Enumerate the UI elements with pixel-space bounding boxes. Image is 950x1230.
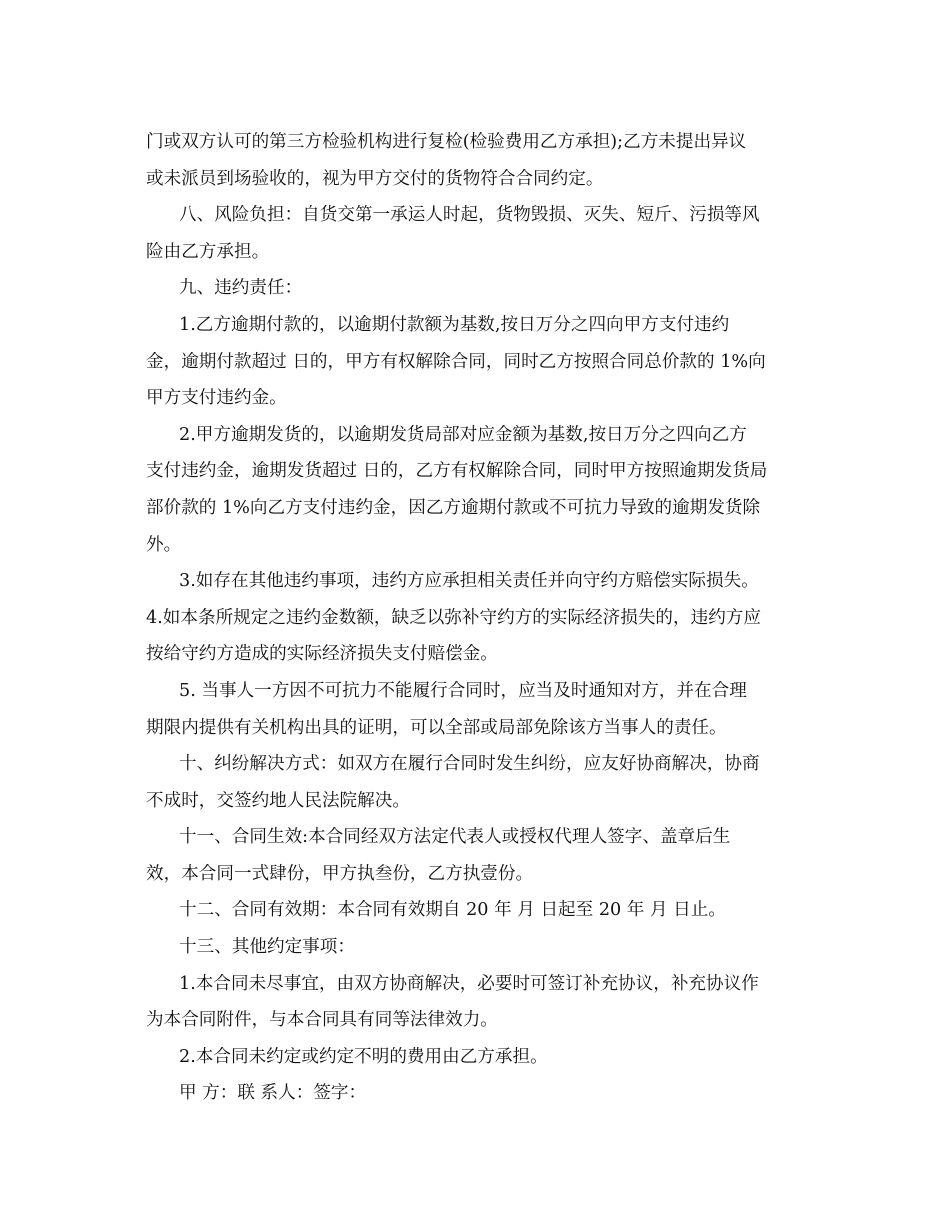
text-line-12: 外。	[146, 534, 182, 555]
clause-9-5: 5. 当事人一方因不可抗力不能履行合同时，应当及时通知对方，并在合理	[179, 680, 747, 701]
text-line-25: 为本合同附件，与本合同具有同等法律效力。	[146, 1010, 498, 1031]
text-line-17: 期限内提供有关机构出具的证明，可以全部或局部免除该方当事人的责任。	[146, 717, 727, 738]
section-12-validity: 十二、合同有效期：本合同有效期自 20 年 月 日起至 20 年 月 日止。	[179, 900, 726, 921]
text-line-19: 不成时，交签约地人民法院解决。	[146, 790, 410, 811]
text-line-1: 门或双方认可的第三方检验机构进行复检(检验费用乙方承担);乙方未提出异议	[146, 132, 747, 152]
section-10-dispute: 十、纠纷解决方式：如双方在履行合同时发生纠纷，应友好协商解决，协商	[179, 754, 760, 775]
text-line-10: 支付违约金，逾期发货超过 日的，乙方有权解除合同，同时甲方按照逾期发货局	[146, 461, 768, 482]
clause-13-1: 1.本合同未尽事宜，由双方协商解决，必要时可签订补充协议，补充协议作	[179, 973, 759, 994]
text-line-15: 按给守约方造成的实际经济损失支付赔偿金。	[146, 644, 498, 665]
signature-line: 甲 方：联 系人：签字：	[179, 1083, 367, 1104]
clause-9-1: 1.乙方逾期付款的，以逾期付款额为基数,按日万分之四向甲方支付违约	[179, 314, 730, 335]
text-line-8: 甲方支付违约金。	[146, 388, 287, 409]
clause-13-2: 2.本合同未约定或约定不明的费用由乙方承担。	[179, 1046, 548, 1067]
text-line-11: 部价款的 1%向乙方支付违约金，因乙方逾期付款或不可抗力导致的逾期发货除	[146, 497, 761, 518]
section-8-risk: 八、风险负担：自货交第一承运人时起，货物毁损、灭失、短斤、污损等风	[179, 205, 760, 226]
section-9-heading: 九、违约责任：	[179, 278, 303, 299]
clause-9-3: 3.如存在其他违约事项，违约方应承担相关责任并向守约方赔偿实际损失。	[179, 571, 759, 592]
text-line-2: 或未派员到场验收的，视为甲方交付的货物符合合同约定。	[146, 168, 604, 189]
clause-9-2: 2.甲方逾期发货的，以逾期发货局部对应金额为基数,按日万分之四向乙方	[179, 424, 747, 445]
text-line-4: 险由乙方承担。	[146, 241, 270, 262]
clause-9-4: 4.如本条所规定之违约金数额，缺乏以弥补守约方的实际经济损失的，违约方应	[146, 607, 761, 628]
document-body	[146, 124, 810, 1112]
section-11-effect: 十一、合同生效:本合同经双方法定代表人或授权代理人签字、盖章后生	[179, 827, 731, 848]
section-13-heading: 十三、其他约定事项：	[179, 937, 355, 958]
text-line-7: 金，逾期付款超过 日的，甲方有权解除合同，同时乙方按照合同总价款的 1%向	[146, 351, 766, 372]
text-line-21: 效，本合同一式肆份，甲方执叁份，乙方执壹份。	[146, 863, 534, 884]
